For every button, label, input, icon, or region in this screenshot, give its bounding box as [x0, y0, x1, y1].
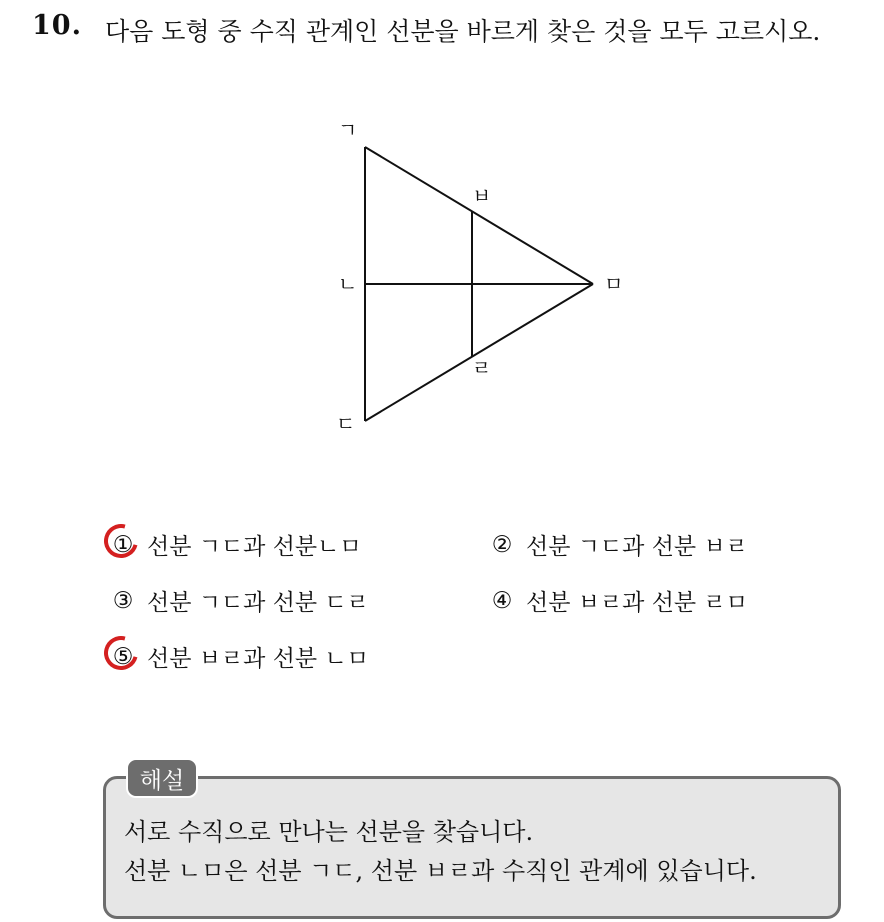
choice-2[interactable]: [482, 528, 748, 561]
choice-1[interactable]: [103, 528, 362, 561]
choice-5[interactable]: [103, 640, 369, 673]
label-nieun: ㄴ: [338, 272, 358, 296]
label-digeut: ㄷ: [336, 412, 356, 435]
choice-number: ①: [103, 532, 143, 558]
question-header: [32, 10, 872, 50]
label-giyeok: ㄱ: [338, 118, 358, 142]
answer-mark-icon: [98, 629, 144, 675]
answer-mark-icon: [98, 517, 144, 563]
geometry-figure: [320, 105, 640, 435]
choice-number: ③: [112, 587, 134, 614]
label-bieup: ㅂ: [472, 184, 492, 208]
choice-text: 선분 ㄱㄷ과 선분 ㄷㄹ: [147, 590, 369, 616]
label-mieum: ㅁ: [604, 272, 624, 296]
choice-number: ⑤: [103, 644, 143, 670]
explanation-line-1: 서로 수직으로 만나는 선분을 찾습니다.: [124, 818, 534, 846]
choice-3[interactable]: [103, 584, 369, 617]
question-number: 10.: [32, 10, 82, 41]
choice-4[interactable]: [482, 584, 748, 617]
explanation-line-2: 선분 ㄴㅁ은 선분 ㄱㄷ, 선분 ㅂㄹ과 수직인 관계에 있습니다.: [124, 857, 757, 885]
question-text: 다음 도형 중 수직 관계인 선분을 바르게 찾은 것을 모두 고르시오.: [105, 17, 821, 46]
choice-text: 선분 ㄱㄷ과 선분 ㅂㄹ: [526, 534, 748, 560]
choice-number: ②: [491, 531, 513, 558]
choice-text: 선분 ㄱㄷ과 선분ㄴㅁ: [147, 534, 362, 560]
segment-giyeok-mieum: [365, 147, 593, 284]
choice-text: 선분 ㅂㄹ과 선분 ㄹㅁ: [526, 590, 748, 616]
label-rieul: ㄹ: [472, 356, 492, 380]
explanation-box: [103, 776, 841, 919]
explanation-tag: 해설: [126, 758, 198, 798]
segment-digeut-mieum: [365, 284, 593, 421]
choice-number: ④: [491, 587, 513, 614]
choice-text: 선분 ㅂㄹ과 선분 ㄴㅁ: [147, 646, 369, 672]
